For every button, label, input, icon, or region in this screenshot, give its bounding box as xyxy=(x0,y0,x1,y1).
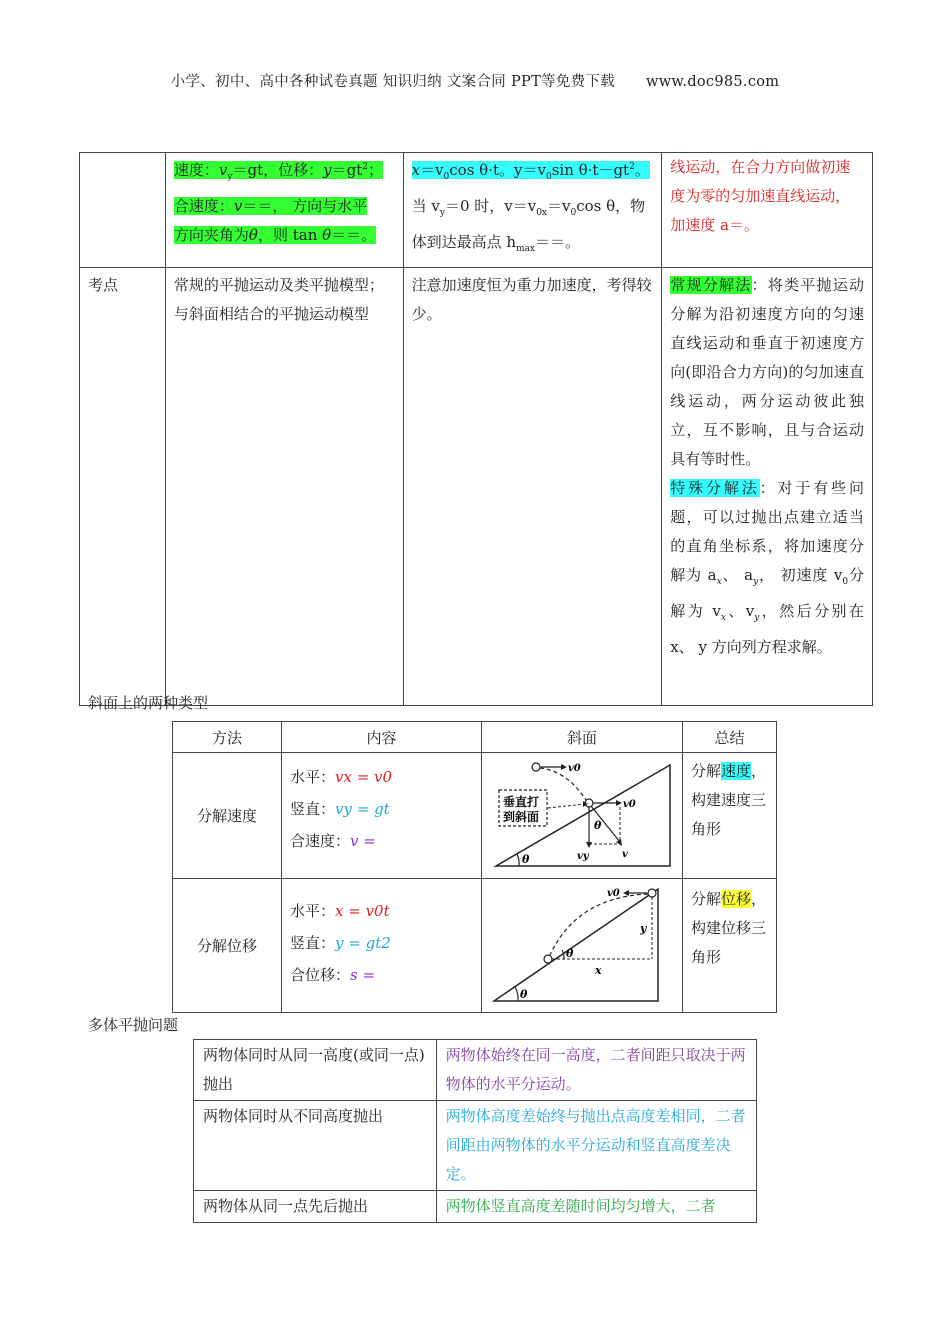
section-title-incline: 斜面上的两种类型 xyxy=(88,694,209,712)
svg-text:v0: v0 xyxy=(623,799,636,810)
vy-label: vy xyxy=(577,851,589,862)
content-cell: 水平：vx = v0 竖直：vy = gt 合速度：v = xyxy=(282,753,482,879)
cell-exam-points-2: 注意加速度恒为重力加速度，考得较少。 xyxy=(403,268,662,706)
cell-horizontal-formulas: 速度：$v_y=gt$，位移：$y=gt^2$； 合速度：v＝＝， 方向与水平 方向夹角为θ，则 tan θ＝＝。 xyxy=(165,153,403,268)
table-row xyxy=(194,1101,757,1191)
summary-cell: 分解位移，构建位移三角形 xyxy=(683,879,777,1013)
page-header xyxy=(0,70,950,91)
svg-text:v0: v0 xyxy=(607,888,620,899)
projectile-summary-table xyxy=(79,152,873,706)
case-cell: 两物体从同一点先后抛出 xyxy=(194,1191,437,1223)
table-row xyxy=(173,753,777,879)
cell-exam-points-1: 常规的平抛运动及类平抛模型；与斜面相结合的平抛运动模型 xyxy=(165,268,403,706)
table-row xyxy=(194,1040,757,1101)
multi-body-table xyxy=(193,1039,757,1223)
header-text: 小学、初中、高中各种试卷真题 知识归纳 文案合同 PPT等免费下载 xyxy=(170,74,616,90)
table-row xyxy=(194,1191,757,1223)
case-cell: 两物体同时从不同高度抛出 xyxy=(194,1101,437,1191)
cell-decomposition-methods: 常规分解法：将类平抛运动分解为沿初速度方向的匀速直线运动和垂直于初速度方向(即沿合力方向)的匀加速直线运动，两分运动彼此独立，互不影响，且与合运动具有等时性。 特殊分解法：对于有些问题，可以过抛出点建立适当的直角坐标系，将加速度分解为 $a_x$、 $a_y$， 初速度 $v_0$分解为 $v_x$、$v_y$，然后分别在 x、 y 方向列方程求解。 xyxy=(662,268,873,706)
header-summary: 总结 xyxy=(683,722,777,753)
method-label: 分解速度 xyxy=(173,753,282,879)
section-title-multi-body: 多体平抛问题 xyxy=(88,1016,179,1034)
result-cell: 两物体始终在同一高度，二者间距只取决于两物体的水平分运动。 xyxy=(436,1040,756,1101)
svg-text:θ: θ xyxy=(594,819,602,832)
result-cell: 两物体高度差始终与抛出点高度差相同，二者间距由两物体的水平分运动和竖直高度差决定。 xyxy=(436,1101,756,1191)
table-row xyxy=(80,153,873,268)
perpendicular-note: 垂直打 xyxy=(503,795,540,809)
svg-text:θ: θ xyxy=(566,947,574,960)
svg-text:到斜面: 到斜面 xyxy=(503,810,540,824)
theta-label: θ xyxy=(522,853,530,866)
cell-empty xyxy=(80,153,166,268)
incline-types-table xyxy=(172,721,777,1013)
y-label: y xyxy=(640,922,647,935)
result-cell: 两物体竖直高度差随时间均匀增大，二者 xyxy=(436,1191,756,1223)
table-row xyxy=(80,268,873,706)
header-content: 内容 xyxy=(282,722,482,753)
method-label: 分解位移 xyxy=(173,879,282,1013)
cell-oblique-formulas: $x=v_0\cos$ θ·t。$y=v_0\sin$ $\theta\cdot t-gt^2$。 当 $v_y=0$ 时，$v=v_{0x}=v_0\cos$ θ，物 体到达最高点 $h_{max}==$。 xyxy=(403,153,662,268)
case-cell: 两物体同时从同一高度(或同一点)抛出 xyxy=(194,1040,437,1101)
header-site: www.doc985.com xyxy=(646,74,780,90)
v0-label: v0 xyxy=(568,763,581,774)
cell-class-projectile: 线运动，在合力方向做初速度为零的匀加速直线运动，加速度 a＝。 xyxy=(662,153,873,268)
content-cell: 水平：x = v0t 竖直：y = gt2 合位移：s = xyxy=(282,879,482,1013)
svg-text:θ: θ xyxy=(520,988,528,1001)
summary-cell: 分解速度，构建速度三角形 xyxy=(683,753,777,879)
table-header-row xyxy=(173,722,777,753)
x-label: x xyxy=(595,964,602,977)
cell-exam-label: 考点 xyxy=(80,268,166,706)
v-label: v xyxy=(622,849,628,860)
velocity-incline-figure xyxy=(482,753,683,879)
table-row xyxy=(173,879,777,1013)
header-incline: 斜面 xyxy=(482,722,683,753)
header-method: 方法 xyxy=(173,722,282,753)
displacement-incline-figure xyxy=(482,879,683,1013)
